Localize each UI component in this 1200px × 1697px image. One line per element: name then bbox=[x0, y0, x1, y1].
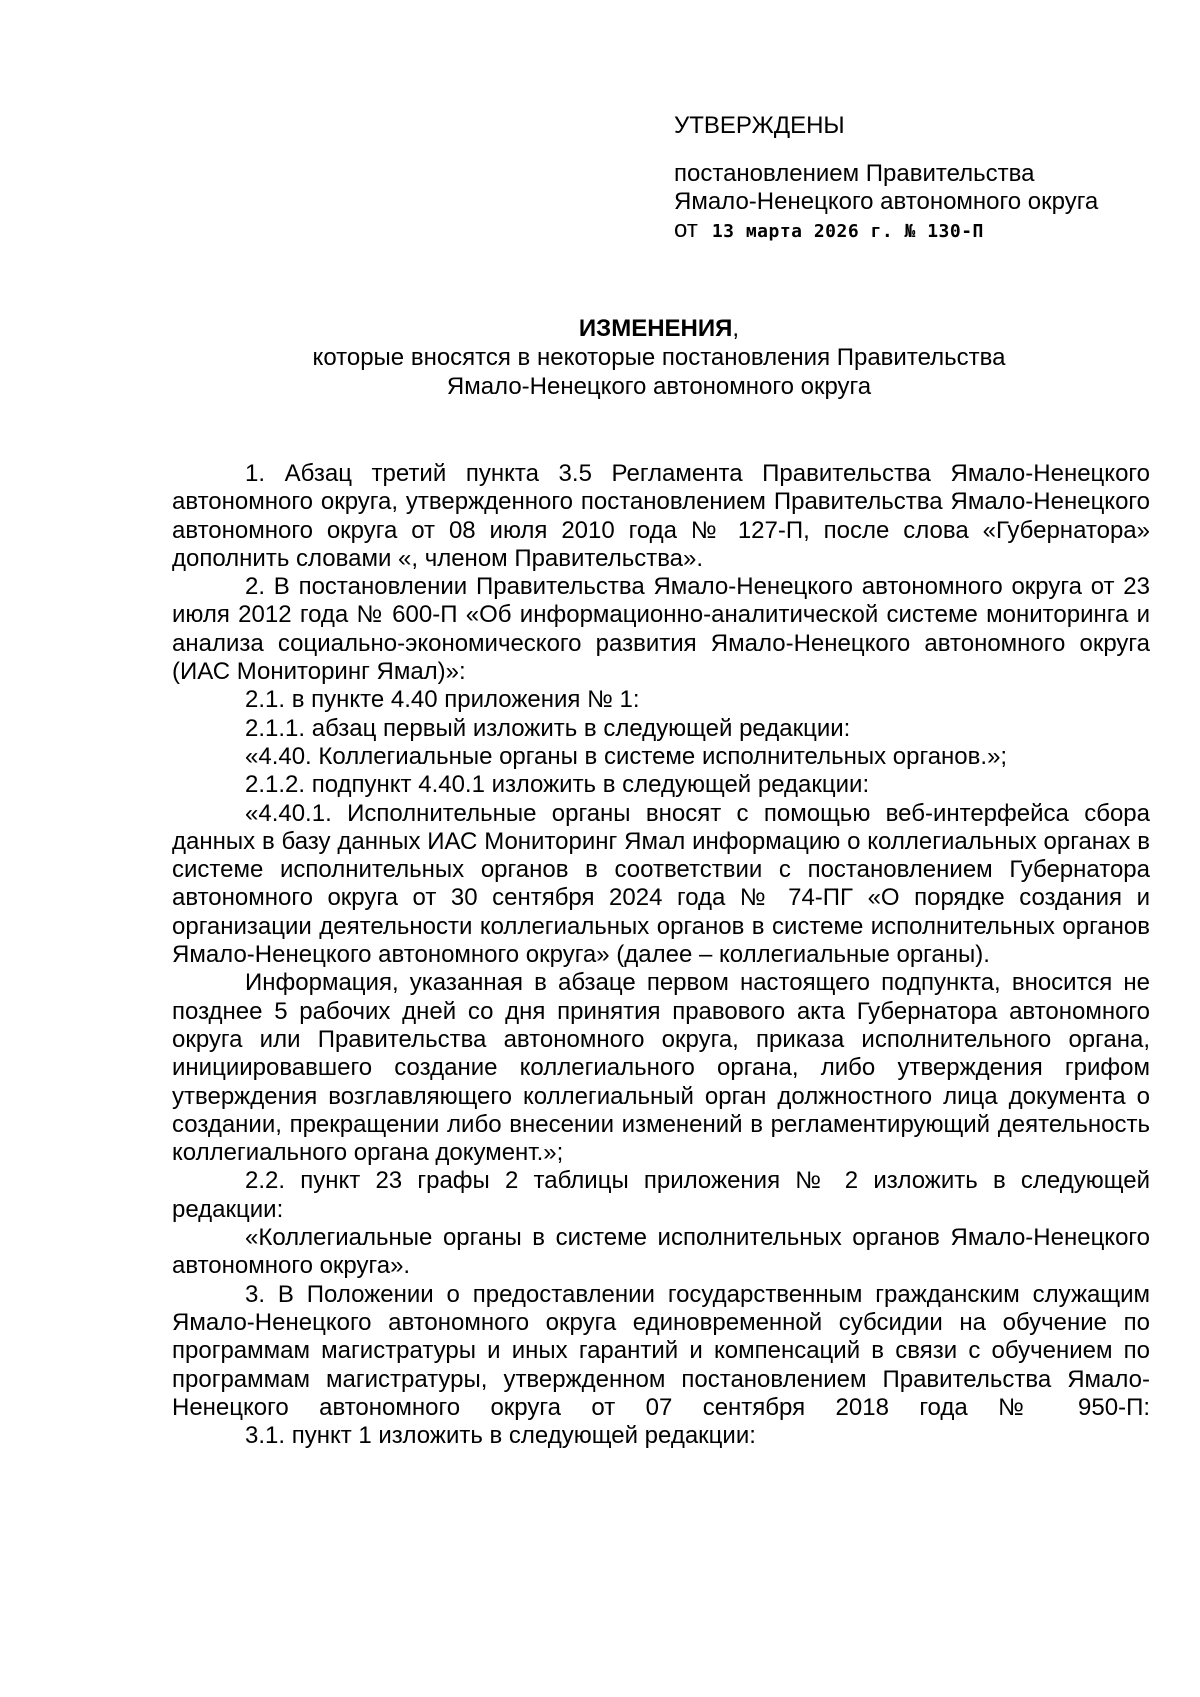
heading-subtitle-1: которые вносятся в некоторые постановления Правительства bbox=[312, 344, 1006, 371]
approval-status: УТВЕРЖДЕНЫ bbox=[674, 112, 845, 139]
heading-title: ИЗМЕНЕНИЯ bbox=[578, 315, 733, 342]
document-body bbox=[172, 460, 1150, 1450]
paragraph-2-1-2: 2.1.2. подпункт 4.40.1 изложить в следующей редакции: bbox=[245, 771, 870, 799]
paragraph-1: 1. Абзац третий пункта 3.5 Регламента Правительства Ямало-Ненецкого автономного округа, утвержденного постановлением Правительства Ямало-Ненецкого автономного округа от 08 июля 2010 года № 127-П, после слова «Губернатора» дополнить словами «, членом Правительства». bbox=[172, 460, 1150, 572]
paragraph-2-2: 2.2. пункт 23 графы 2 таблицы приложения № 2 изложить в следующей редакции: bbox=[172, 1167, 1150, 1223]
paragraph-quote-table: «Коллегиальные органы в системе исполнительных органов Ямало-Ненецкого автономного округа». bbox=[172, 1224, 1150, 1280]
paragraph-quote-4-40-1: «4.40.1. Исполнительные органы вносят с помощью веб-интерфейса сбора данных в базу данных ИАС Мониторинг Ямал информацию о коллегиальных органах в системе исполнительных органов в соответствии с постановлением Губернатора автономного округа от 30 сентября 2024 года № 74-ПГ «О порядке создания и организации деятельности коллегиальных органов в системе исполнительных органов Ямало-Ненецкого автономного округа» (далее – коллегиальные органы). bbox=[172, 799, 1150, 969]
paragraph-3: 3. В Положении о предоставлении государственным гражданским служащим Ямало-Ненецкого автономного округа единовременной субсидии на обучение по программам магистратуры и иных гарантий и компенсаций в связи с обучением по программам магистратуры, утвержденном постановлением Правительства Ямало-Ненецкого автономного округа от 07 сентября 2018 года № 950-П: bbox=[172, 1280, 1150, 1421]
paragraph-2-1-1: 2.1.1. абзац первый изложить в следующей редакции: bbox=[245, 714, 851, 742]
approval-line-1: постановлением Правительства bbox=[674, 160, 1035, 187]
paragraph-2: 2. В постановлении Правительства Ямало-Ненецкого автономного округа от 23 июля 2012 года № 600-П «Об информационно-аналитической системе мониторинга и анализа социально-экономического развития Ямало-Ненецкого автономного округа (ИАС Мониторинг Ямал)»: bbox=[172, 573, 1150, 686]
approval-date-prefix: от bbox=[674, 216, 698, 243]
heading-subtitle-2: Ямало-Ненецкого автономного округа bbox=[446, 373, 872, 400]
heading-title-line bbox=[170, 314, 1148, 343]
paragraph-information: Информация, указанная в абзаце первом настоящего подпункта, вносится не позднее 5 рабочих дней со дня принятия правового акта Губернатора автономного округа или Правительства автономного округа, приказа исполнительного органа, инициировавшего создание коллегиального органа, либо утверждения грифом утверждения возглавляющего коллегиальный орган должностного лица документа о создании, прекращении либо внесении изменений в регламентирующий деятельность коллегиального органа документ.»; bbox=[172, 969, 1150, 1167]
paragraph-quote-4-40: «4.40. Коллегиальные органы в системе исполнительных органов.»; bbox=[245, 742, 1008, 770]
approval-block bbox=[674, 112, 1154, 246]
document-heading bbox=[170, 314, 1148, 401]
registration-stamp: 13 марта 2026 г. № 130-П bbox=[711, 221, 984, 242]
paragraph-3-1: 3.1. пункт 1 изложить в следующей редакции: bbox=[245, 1422, 756, 1450]
paragraph-2-1: 2.1. в пункте 4.40 приложения № 1: bbox=[245, 686, 640, 714]
approval-date-line bbox=[674, 216, 1154, 246]
heading-title-suffix: , bbox=[732, 315, 740, 342]
approval-line-2: Ямало-Ненецкого автономного округа bbox=[674, 188, 1099, 215]
